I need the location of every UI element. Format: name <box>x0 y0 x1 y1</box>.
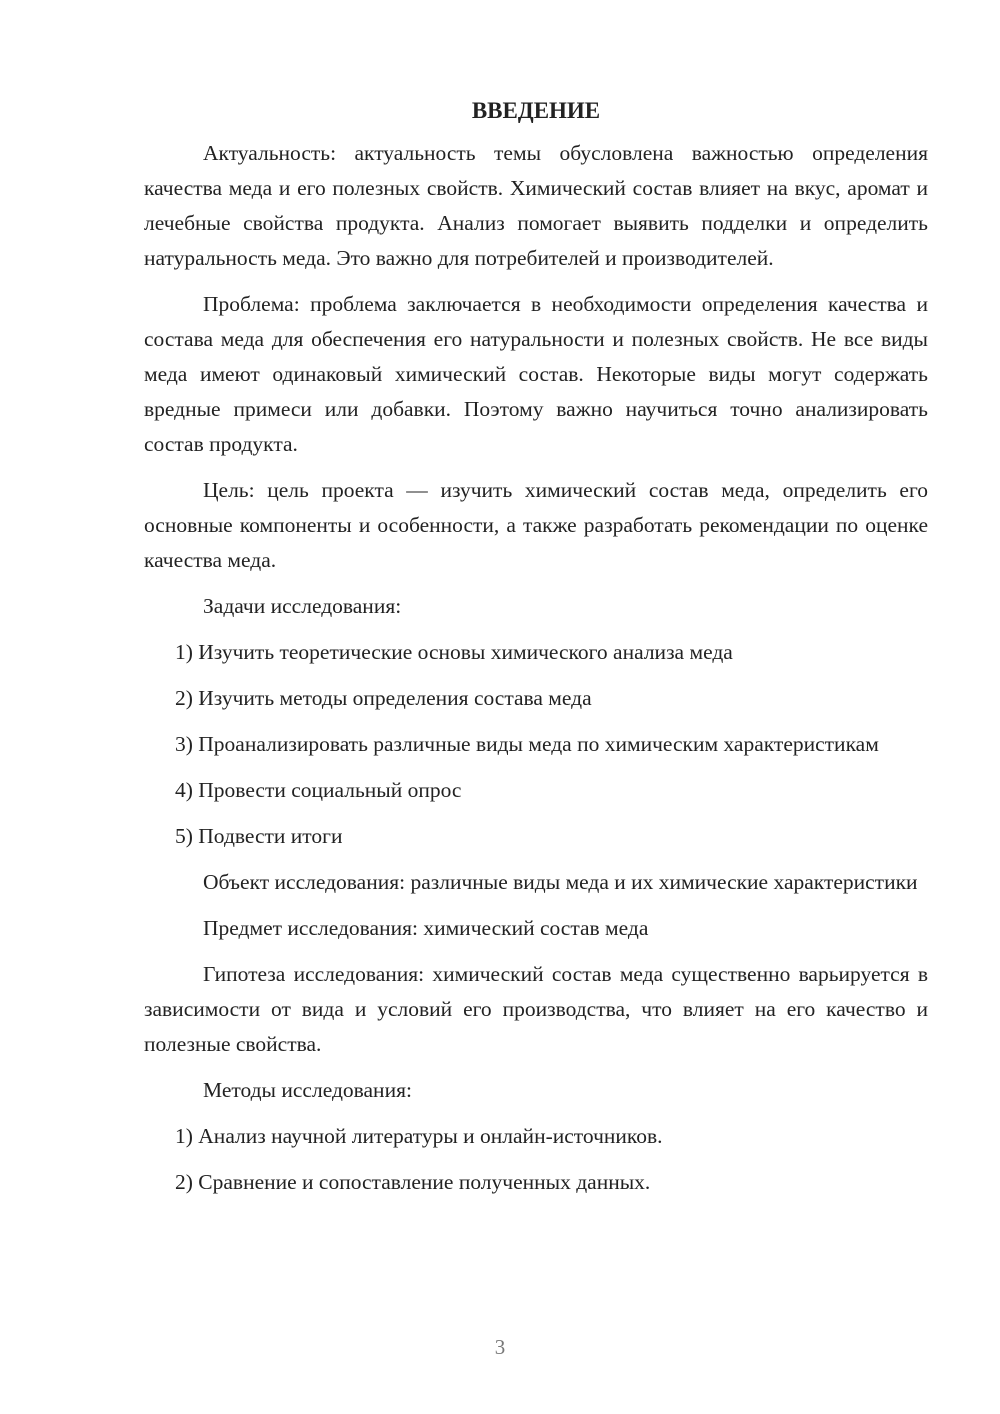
paragraph-object: Объект исследования: различные виды меда и их химические характеристики <box>203 870 918 894</box>
paragraph-relevance: Актуальность: актуальность темы обусловлена важностью определения качества меда и его полезных свойств. Химический состав влияет на вкус, аромат и лечебные свойства продукта. Анализ помогает выявить подделки и определить натуральность меда. Это важно для потребителей и производителей. <box>144 141 928 270</box>
paragraph-tasks-heading: Задачи исследования: <box>203 594 402 618</box>
list-item-task-5: 5) Подвести итоги <box>175 824 343 848</box>
page-content <box>144 90 928 1200</box>
paragraph-subject: Предмет исследования: химический состав меда <box>203 916 649 940</box>
list-item-task-1: 1) Изучить теоретические основы химического анализа меда <box>175 640 733 664</box>
paragraph-hypothesis: Гипотеза исследования: химический состав меда существенно варьируется в зависимости от вида и условий его производства, что влияет на его качество и полезные свойства. <box>144 962 928 1056</box>
list-item-task-3: 3) Проанализировать различные виды меда по химическим характеристикам <box>175 732 879 756</box>
paragraph-goal: Цель: цель проекта — изучить химический состав меда, определить его основные компоненты и особенности, а также разработать рекомендации по оценке качества меда. <box>144 478 928 572</box>
list-item-task-4: 4) Провести социальный опрос <box>175 778 462 802</box>
section-title: ВВЕДЕНИЕ <box>471 98 601 123</box>
paragraph-methods-heading: Методы исследования: <box>203 1078 412 1102</box>
list-item-method-1: 1) Анализ научной литературы и онлайн-источников. <box>175 1124 663 1148</box>
paragraph-problem: Проблема: проблема заключается в необходимости определения качества и состава меда для обеспечения его натуральности и полезных свойств. Не все виды меда имеют одинаковый химический состав. Некоторые виды могут содержать вредные примеси или добавки. Поэтому важно научиться точно анализировать состав продукта. <box>144 292 928 456</box>
page-number: 3 <box>494 1335 506 1359</box>
list-item-task-2: 2) Изучить методы определения состава меда <box>175 686 592 710</box>
list-item-method-2: 2) Сравнение и сопоставление полученных данных. <box>175 1170 651 1194</box>
